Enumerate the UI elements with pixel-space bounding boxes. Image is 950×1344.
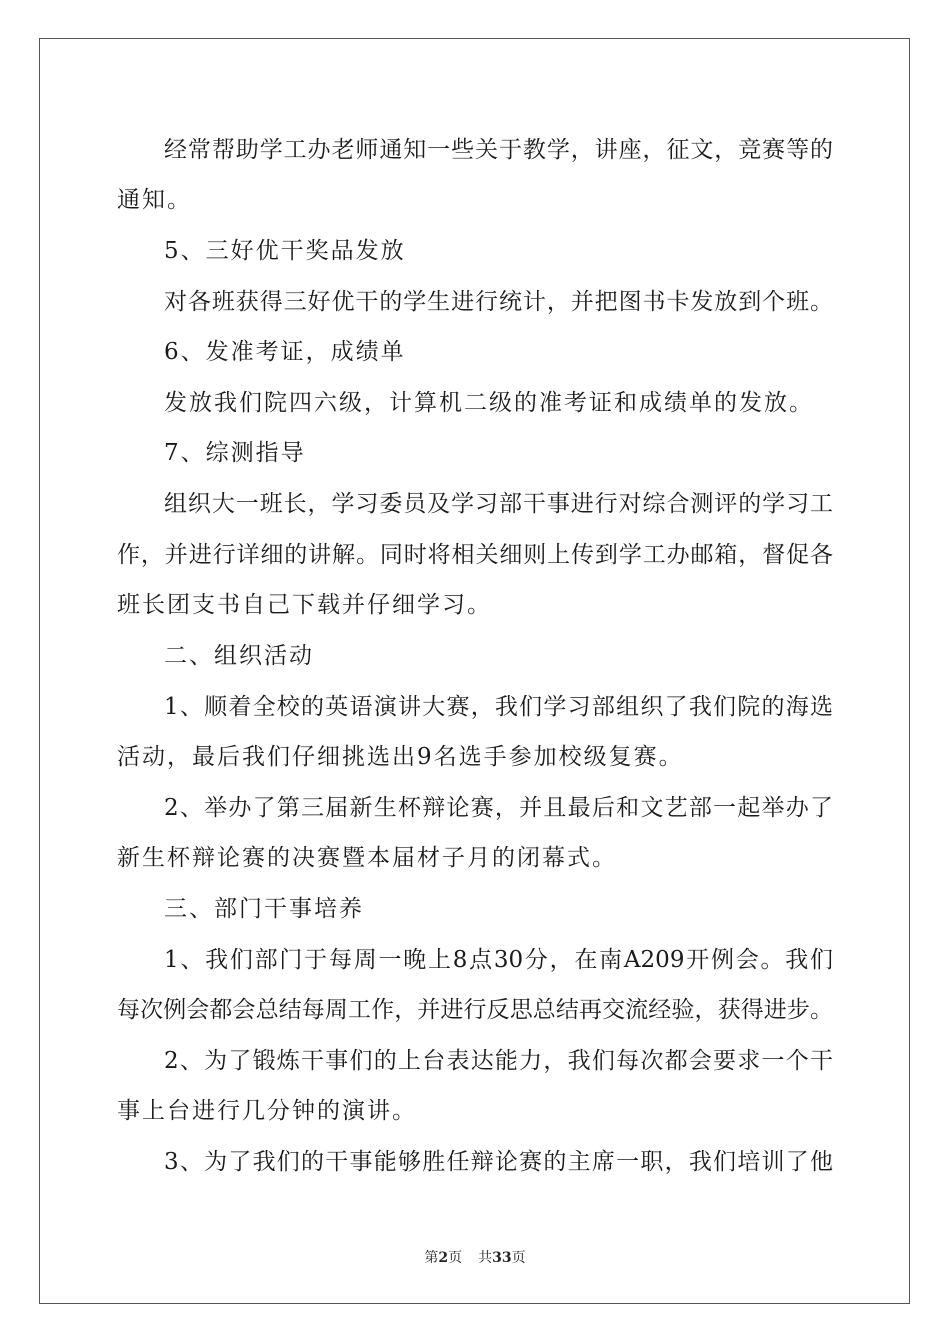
text-line: 组织大一班长，学习委员及学习部干事进行对综合测评的学习工 — [164, 491, 833, 517]
text-line: 班长团支书自己下载并仔细学习。 — [117, 592, 492, 618]
text-line: 新生杯辩论赛的决赛暨本届材子月的闭幕式。 — [117, 845, 617, 871]
page-prefix: 第 — [424, 1250, 439, 1266]
section-heading: 6、发准考证，成绩单 — [164, 339, 406, 365]
page-current: 2 — [438, 1250, 449, 1266]
total-suffix: 页 — [511, 1250, 526, 1266]
page-suffix: 页 — [448, 1250, 463, 1266]
text-line: 1、顺着全校的英语演讲大赛，我们学习部组织了我们院的海选 — [164, 694, 833, 720]
text-line: 通知。 — [117, 187, 192, 213]
page-footer — [0, 1247, 950, 1267]
text-line: 活动，最后我们仔细挑选出9名选手参加校级复赛。 — [117, 744, 684, 770]
text-line: 2、为了锻炼干事们的上台表达能力，我们每次都会要求一个干 — [164, 1048, 833, 1074]
total-prefix: 共 — [478, 1250, 493, 1266]
section-heading: 三、部门干事培养 — [164, 896, 364, 922]
text-line: 对各班获得三好优干的学生进行统计，并把图书卡发放到个班。 — [164, 289, 833, 315]
text-line: 发放我们院四六级，计算机二级的准考证和成绩单的发放。 — [164, 390, 814, 416]
text-line: 每次例会都会总结每周工作，并进行反思总结再交流经验，获得进步。 — [117, 997, 833, 1023]
text-line: 3、为了我们的干事能够胜任辩论赛的主席一职，我们培训了他 — [164, 1149, 833, 1175]
text-line: 经常帮助学工办老师通知一些关于教学，讲座，征文，竞赛等的 — [164, 137, 833, 163]
text-line: 事上台进行几分钟的演讲。 — [117, 1098, 417, 1124]
section-heading: 5、三好优干奖品发放 — [164, 238, 406, 264]
page-total: 33 — [492, 1250, 512, 1266]
text-line: 1、我们部门于每周一晚上8点30分，在南A209开例会。我们 — [164, 947, 833, 973]
section-heading: 7、综测指导 — [164, 440, 306, 466]
text-line: 2、举办了第三届新生杯辩论赛，并且最后和文艺部一起举办了 — [164, 795, 833, 821]
text-line: 作，并进行详细的讲解。同时将相关细则上传到学工办邮箱，督促各 — [117, 542, 833, 568]
section-heading: 二、组织活动 — [164, 643, 314, 669]
